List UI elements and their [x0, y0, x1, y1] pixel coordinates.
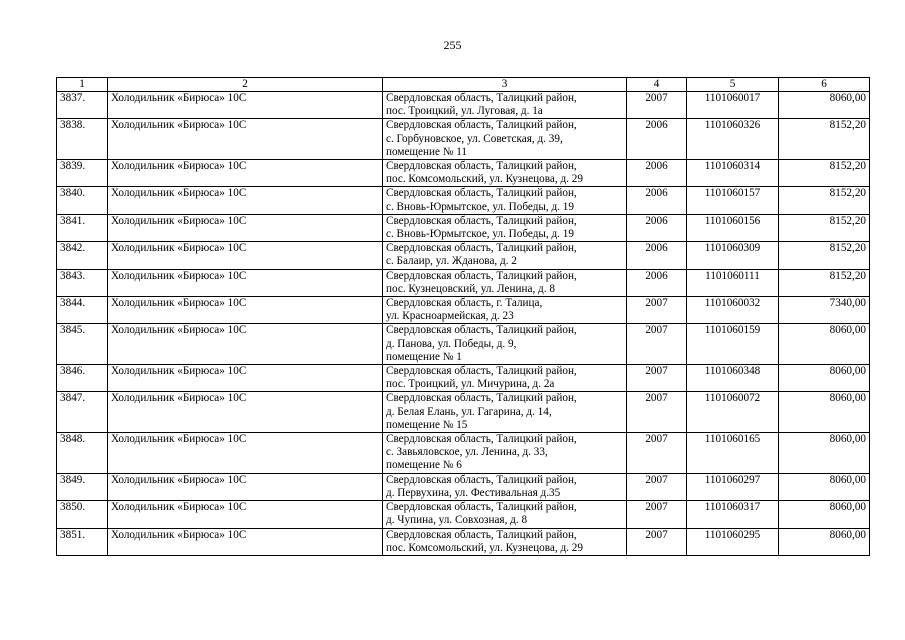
item-value: 8152,20	[779, 242, 870, 269]
row-number: 3848.	[57, 433, 108, 474]
address-line: с. Вновь-Юрмытское, ул. Победы, д. 19	[386, 200, 574, 213]
table-row	[57, 92, 870, 119]
row-number: 3847.	[57, 392, 108, 433]
property-registry-table	[56, 77, 870, 556]
item-name: Холодильник «Бирюса» 10С	[108, 214, 383, 241]
address-line: Свердловская область, Талицкий район,	[386, 473, 577, 486]
column-header-1: 1	[57, 78, 108, 92]
row-number: 3845.	[57, 324, 108, 365]
item-address	[383, 473, 627, 500]
item-year: 2007	[627, 473, 687, 500]
inventory-number: 1101060309	[687, 242, 779, 269]
item-year: 2006	[627, 242, 687, 269]
address-line: помещение № 1	[386, 350, 462, 363]
item-value: 8060,00	[779, 473, 870, 500]
address-line: д. Первухина, ул. Фестивальная д.35	[386, 486, 561, 499]
address-line: д. Панова, ул. Победы, д. 9,	[386, 337, 517, 350]
inventory-number: 1101060297	[687, 473, 779, 500]
item-year: 2007	[627, 92, 687, 119]
column-header-5: 5	[687, 78, 779, 92]
item-name: Холодильник «Бирюса» 10С	[108, 392, 383, 433]
item-address	[383, 392, 627, 433]
table-row	[57, 433, 870, 474]
item-address	[383, 160, 627, 187]
address-line: помещение № 15	[386, 418, 468, 431]
column-header-3: 3	[383, 78, 627, 92]
inventory-number: 1101060111	[687, 269, 779, 296]
column-header-6: 6	[779, 78, 870, 92]
row-number: 3842.	[57, 242, 108, 269]
inventory-number: 1101060072	[687, 392, 779, 433]
address-line: помещение № 6	[386, 459, 462, 472]
item-name: Холодильник «Бирюса» 10С	[108, 324, 383, 365]
item-name: Холодильник «Бирюса» 10С	[108, 473, 383, 500]
item-value: 8060,00	[779, 324, 870, 365]
table-row	[57, 528, 870, 555]
inventory-number: 1101060032	[687, 297, 779, 324]
inventory-number: 1101060326	[687, 119, 779, 160]
item-year: 2006	[627, 187, 687, 214]
item-name: Холодильник «Бирюса» 10С	[108, 187, 383, 214]
address-line: Свердловская область, г. Талица,	[386, 297, 543, 310]
inventory-number: 1101060156	[687, 214, 779, 241]
address-line: Свердловская область, Талицкий район,	[386, 392, 577, 405]
item-year: 2006	[627, 160, 687, 187]
address-line: Свердловская область, Талицкий район,	[386, 92, 577, 104]
address-line: Свердловская область, Талицкий район,	[386, 501, 577, 514]
table-row	[57, 187, 870, 214]
item-name: Холодильник «Бирюса» 10С	[108, 297, 383, 324]
address-line: пос. Троицкий, ул. Луговая, д. 1а	[386, 105, 543, 118]
address-line: д. Чупина, ул. Совхозная, д. 8	[386, 514, 528, 527]
inventory-number: 1101060295	[687, 528, 779, 555]
row-number: 3850.	[57, 501, 108, 528]
item-address	[383, 433, 627, 474]
page-number: 255	[443, 38, 462, 52]
table-row	[57, 501, 870, 528]
item-address	[383, 528, 627, 555]
item-address	[383, 501, 627, 528]
table-row	[57, 119, 870, 160]
item-address	[383, 297, 627, 324]
table-row	[57, 392, 870, 433]
item-name: Холодильник «Бирюса» 10С	[108, 119, 383, 160]
item-value: 8152,20	[779, 119, 870, 160]
row-number: 3840.	[57, 187, 108, 214]
item-address	[383, 324, 627, 365]
item-value: 8152,20	[779, 160, 870, 187]
address-line: Свердловская область, Талицкий район,	[386, 214, 577, 227]
row-number: 3844.	[57, 297, 108, 324]
item-year: 2007	[627, 433, 687, 474]
row-number: 3846.	[57, 365, 108, 392]
table-row	[57, 297, 870, 324]
item-value: 8060,00	[779, 392, 870, 433]
item-value: 8060,00	[779, 528, 870, 555]
header-row	[57, 78, 870, 92]
item-name: Холодильник «Бирюса» 10С	[108, 160, 383, 187]
address-line: с. Балаир, ул. Жданова, д. 2	[386, 255, 517, 268]
item-year: 2006	[627, 119, 687, 160]
inventory-number: 1101060314	[687, 160, 779, 187]
address-line: д. Белая Елань, ул. Гагарина, д. 14,	[386, 405, 552, 418]
item-value: 8060,00	[779, 501, 870, 528]
table-row	[57, 269, 870, 296]
inventory-number: 1101060017	[687, 92, 779, 119]
table-row	[57, 324, 870, 365]
inventory-number: 1101060317	[687, 501, 779, 528]
address-line: с. Горбуновское, ул. Советская, д. 39,	[386, 132, 563, 145]
table-row	[57, 365, 870, 392]
item-name: Холодильник «Бирюса» 10С	[108, 242, 383, 269]
address-line: Свердловская область, Талицкий район,	[386, 242, 577, 255]
address-line: Свердловская область, Талицкий район,	[386, 269, 577, 282]
address-line: Свердловская область, Талицкий район,	[386, 187, 577, 200]
item-address	[383, 119, 627, 160]
address-line: Свердловская область, Талицкий район,	[386, 528, 577, 541]
address-line: с. Завьяловское, ул. Ленина, д. 33,	[386, 446, 548, 459]
item-year: 2007	[627, 365, 687, 392]
table-row	[57, 214, 870, 241]
item-value: 8060,00	[779, 433, 870, 474]
item-value: 8060,00	[779, 365, 870, 392]
row-number: 3843.	[57, 269, 108, 296]
column-header-2: 2	[108, 78, 383, 92]
row-number: 3839.	[57, 160, 108, 187]
inventory-number: 1101060165	[687, 433, 779, 474]
item-name: Холодильник «Бирюса» 10С	[108, 365, 383, 392]
item-year: 2006	[627, 269, 687, 296]
table-row	[57, 473, 870, 500]
table-row	[57, 242, 870, 269]
item-value: 7340,00	[779, 297, 870, 324]
item-address	[383, 187, 627, 214]
column-header-4: 4	[627, 78, 687, 92]
address-line: Свердловская область, Талицкий район,	[386, 119, 577, 132]
item-year: 2007	[627, 324, 687, 365]
address-line: пос. Комсомольский, ул. Кузнецова, д. 29	[386, 541, 583, 554]
table-body	[57, 92, 870, 556]
item-year: 2007	[627, 392, 687, 433]
item-address	[383, 92, 627, 119]
row-number: 3837.	[57, 92, 108, 119]
address-line: Свердловская область, Талицкий район,	[386, 365, 577, 378]
address-line: помещение № 11	[386, 145, 467, 158]
item-value: 8060,00	[779, 92, 870, 119]
item-name: Холодильник «Бирюса» 10С	[108, 528, 383, 555]
row-number: 3851.	[57, 528, 108, 555]
item-year: 2007	[627, 528, 687, 555]
address-line: с. Вновь-Юрмытское, ул. Победы, д. 19	[386, 228, 574, 241]
item-name: Холодильник «Бирюса» 10С	[108, 269, 383, 296]
item-address	[383, 214, 627, 241]
item-name: Холодильник «Бирюса» 10С	[108, 92, 383, 119]
address-line: Свердловская область, Талицкий район,	[386, 324, 577, 337]
address-line: пос. Комсомольский, ул. Кузнецова, д. 29	[386, 173, 583, 186]
address-line: пос. Троицкий, ул. Мичурина, д. 2а	[386, 378, 555, 391]
item-address	[383, 365, 627, 392]
inventory-number: 1101060157	[687, 187, 779, 214]
inventory-number: 1101060348	[687, 365, 779, 392]
row-number: 3838.	[57, 119, 108, 160]
table-header	[57, 78, 870, 92]
item-value: 8152,20	[779, 269, 870, 296]
item-year: 2006	[627, 214, 687, 241]
item-year: 2007	[627, 297, 687, 324]
inventory-number: 1101060159	[687, 324, 779, 365]
item-value: 8152,20	[779, 214, 870, 241]
item-year: 2007	[627, 501, 687, 528]
table-row	[57, 160, 870, 187]
address-line: пос. Кузнецовский, ул. Ленина, д. 8	[386, 282, 555, 295]
item-address	[383, 269, 627, 296]
row-number: 3841.	[57, 214, 108, 241]
item-address	[383, 242, 627, 269]
item-name: Холодильник «Бирюса» 10С	[108, 433, 383, 474]
address-line: Свердловская область, Талицкий район,	[386, 433, 577, 446]
address-line: Свердловская область, Талицкий район,	[386, 160, 577, 173]
item-name: Холодильник «Бирюса» 10С	[108, 501, 383, 528]
item-value: 8152,20	[779, 187, 870, 214]
address-line: ул. Красноармейская, д. 23	[386, 310, 514, 323]
row-number: 3849.	[57, 473, 108, 500]
